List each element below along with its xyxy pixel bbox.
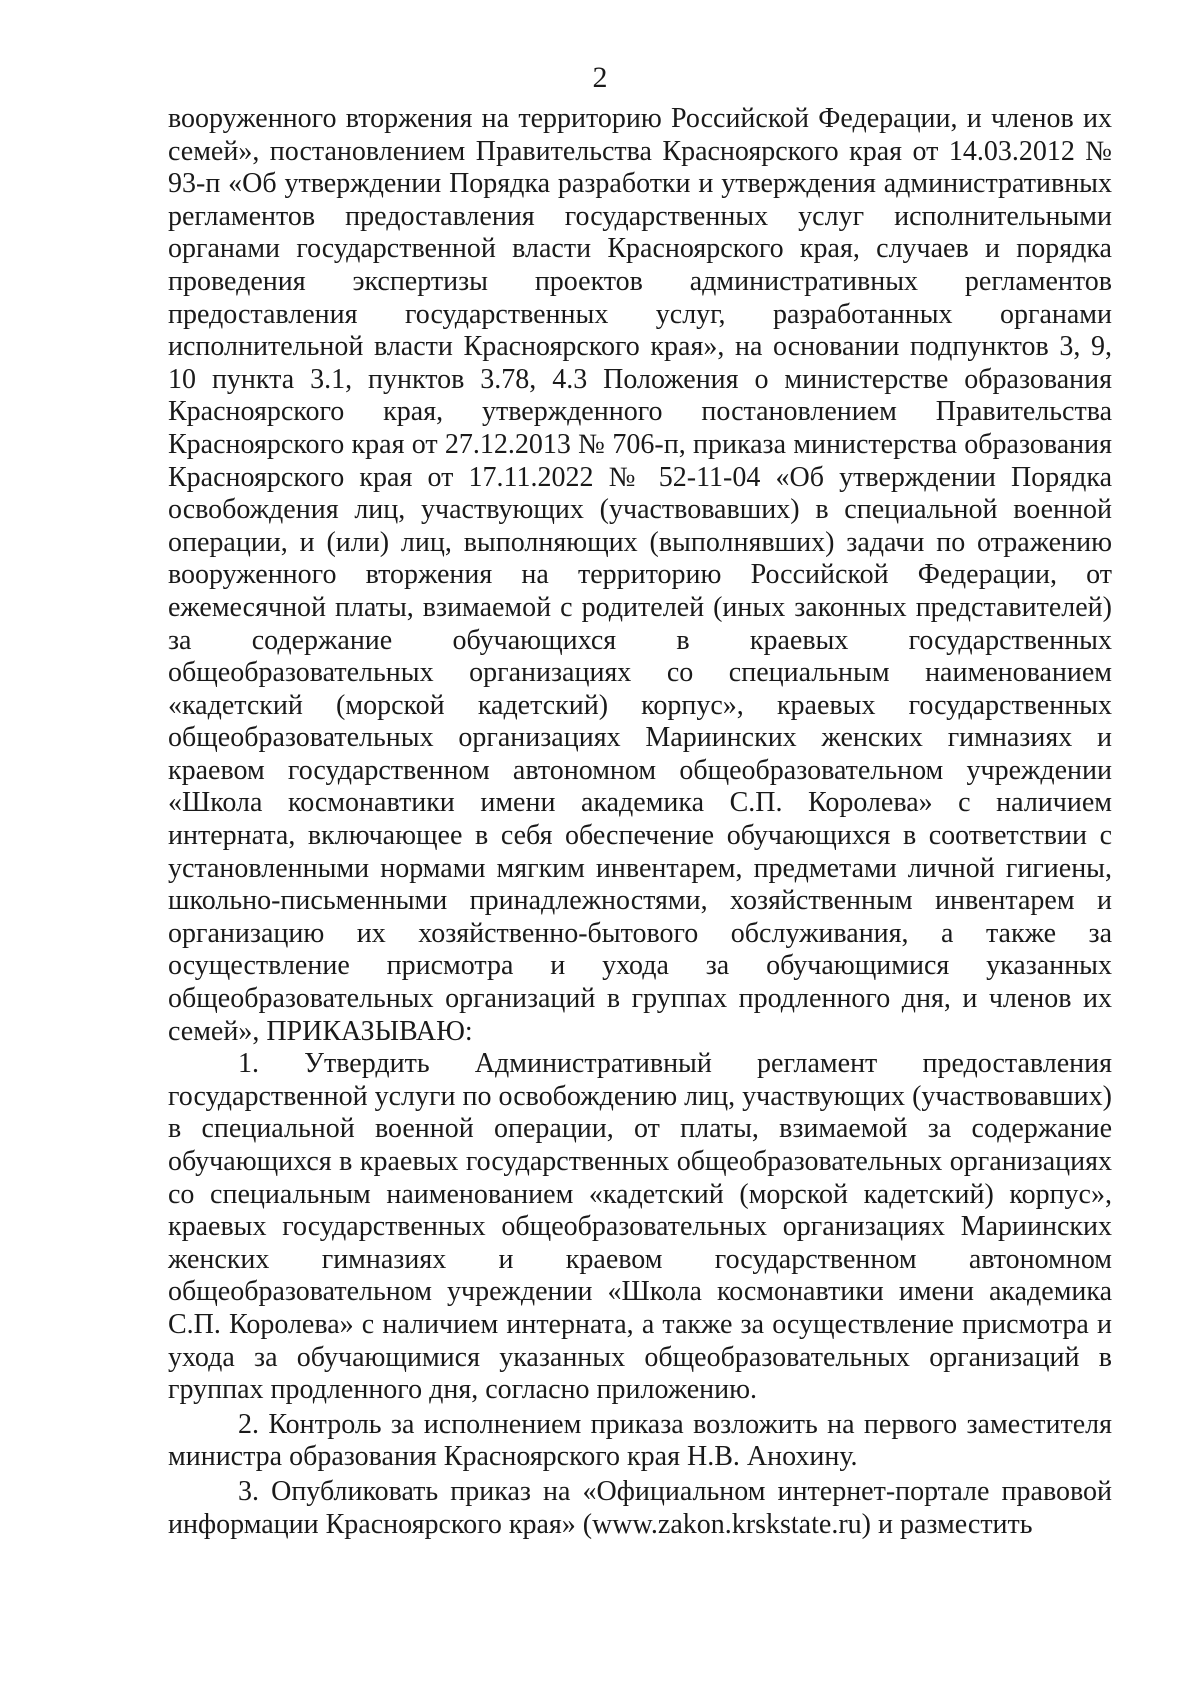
order-item-1-paragraph: 1. Утвердить Административный регламент предоставления государственной услуги по освобождению лиц, участвующих (участвовавших) в специальной военной операции, от платы, взимаемой за содержание обучающихся в краевых государственных общеобразовательных организациях со специальным наименованием «кадетский (морской кадетский) корпус», краевых государственных общеобразовательных организациях Мариинских женских гимназиях и краевом государственном автономном общеобразовательном учреждении «Школа космонавтики имени академика С.П. Королева» с наличием интерната, а также за осуществление присмотра и ухода за обучающимися указанных общеобразовательных организаций в группах продленного дня, согласно приложению. <box>168 1048 1112 1406</box>
page-number: 2 <box>592 61 608 94</box>
preamble-paragraph: вооруженного вторжения на территорию Российской Федерации, и членов их семей», постановлением Правительства Красноярского края от 14.03.2012 № 93-п «Об утверждении Порядка разработки и утверждения административных регламентов предоставления государственных услуг исполнительными органами государственной власти Красноярского края, случаев и порядка проведения экспертизы проектов административных регламентов предоставления государственных услуг, разработанных органами исполнительной власти Красноярского края», на основании подпунктов 3, 9, 10 пункта 3.1, пунктов 3.78, 4.3 Положения о министерстве образования Красноярского края, утвержденного постановлением Правительства Красноярского края от 27.12.2013 № 706-п, приказа министерства образования Красноярского края от 17.11.2022 № 52-11-04 «Об утверждении Порядка освобождения лиц, участвующих (участвовавших) в специальной военной операции, и (или) лиц, выполняющих (выполнявших) задачи по отражению вооруженного вторжения на территорию Российской Федерации, от ежемесячной платы, взимаемой с родителей (иных законных представителей) за содержание обучающихся в краевых государственных общеобразовательных организациях со специальным наименованием «кадетский (морской кадетский) корпус», краевых государственных общеобразовательных организациях Мариинских женских гимназиях и краевом государственном автономном общеобразовательном учреждении «Школа космонавтики имени академика С.П. Королева» с наличием интерната, включающее в себя обеспечение обучающихся в соответствии с установленными нормами мягким инвентарем, предметами личной гигиены, школьно-письменными принадлежностями, хозяйственным инвентарем и организацию их хозяйственно-бытового обслуживания, а также за осуществление присмотра и ухода за обучающимися указанных общеобразовательных организаций в группах продленного дня, и членов их семей», ПРИКАЗЫВАЮ: <box>168 103 1112 1047</box>
order-item-2-paragraph: 2. Контроль за исполнением приказа возложить на первого заместителя министра образования Красноярского края Н.В. Анохину. <box>168 1408 1112 1473</box>
document-body <box>168 103 1112 1541</box>
order-item-3-paragraph: 3. Опубликовать приказ на «Официальном интернет-портале правовой информации Красноярского края» (www.zakon.krskstate.ru) и разместить <box>168 1475 1112 1540</box>
